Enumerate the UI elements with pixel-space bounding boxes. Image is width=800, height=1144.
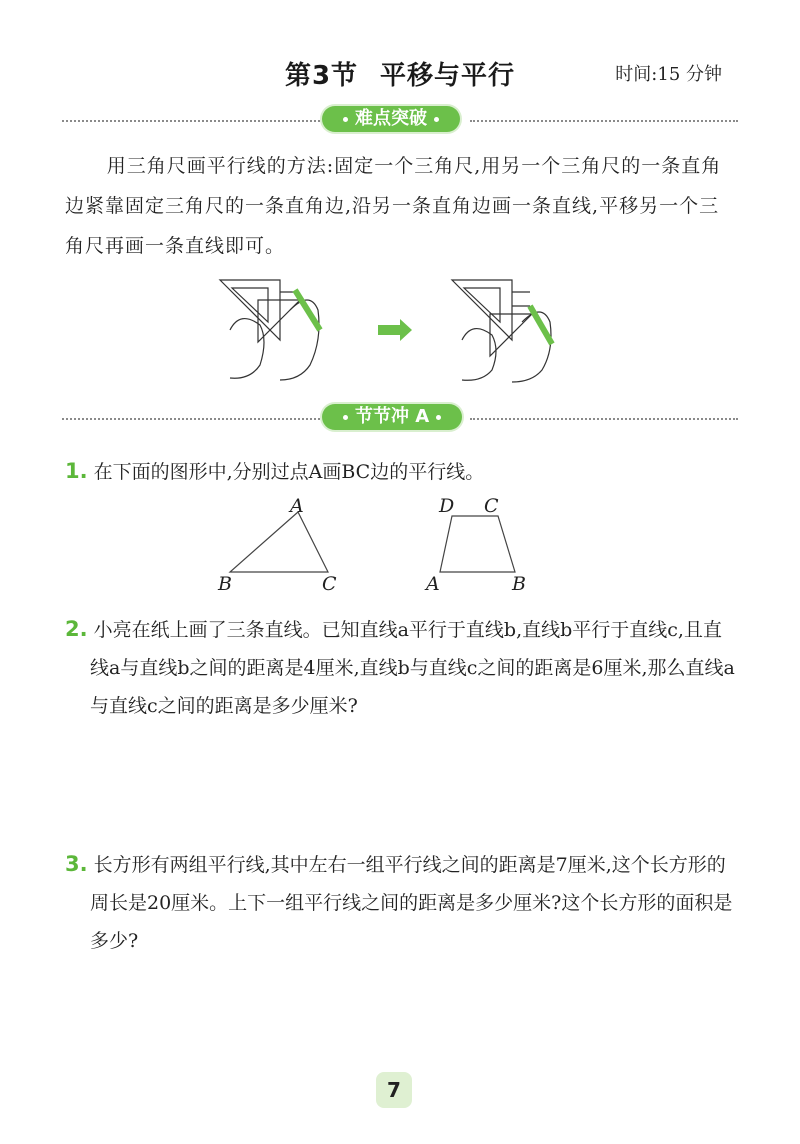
left-set-square-figure (220, 280, 320, 380)
question-1: 1. 在下面的图形中,分别过点A画BC边的平行线。 (65, 459, 485, 483)
method-paragraph: 用三角尺画平行线的方法:固定一个三角尺,用另一个三角尺的一条直角边紧靠固定三角尺的一条直角边,沿另一条直角边画一条直线,平移另一个三角尺再画一条直线即可。 (65, 155, 722, 257)
arrow-icon (378, 319, 412, 341)
section-badge-difficult: 难点突破 (322, 106, 460, 132)
label-b2: B (512, 573, 526, 595)
label-d: D (439, 495, 455, 517)
section-title: 平移与平行 (380, 61, 516, 91)
question-2: 2. 小亮在纸上画了三条直线。已知直线a平行于直线b,直线b平行于直线c,且直线a与直线b之间的距离是4厘米,直线b与直线c之间的距离是6厘米,那么直线a与直线c之间的距离是多少厘米? (65, 617, 735, 717)
divider-left-2 (62, 418, 320, 420)
time-limit: 时间:15 分钟 (615, 64, 722, 85)
section-badge-practice: 节节冲 A (322, 404, 462, 430)
label-b: B (218, 573, 232, 595)
question-3: 3. 长方形有两组平行线,其中左右一组平行线之间的距离是7厘米,这个长方形的周长是20厘米。上下一组平行线之间的距离是多少厘米?这个长方形的面积是多少? (65, 852, 733, 952)
label-c: C (322, 573, 337, 595)
page-number: 7 (376, 1072, 412, 1108)
label-c2: C (484, 495, 499, 517)
right-set-square-figure (452, 280, 552, 382)
label-a2: A (426, 573, 440, 595)
trapezoid-abcd (424, 495, 526, 595)
set-square-illustration (210, 270, 570, 390)
divider-right (470, 120, 738, 122)
question-1-figures (210, 490, 550, 600)
section-number: 第3节 (284, 61, 359, 91)
divider-left (62, 120, 320, 122)
divider-right-2 (470, 418, 738, 420)
label-a: A (290, 495, 304, 517)
triangle-abc (217, 495, 337, 595)
